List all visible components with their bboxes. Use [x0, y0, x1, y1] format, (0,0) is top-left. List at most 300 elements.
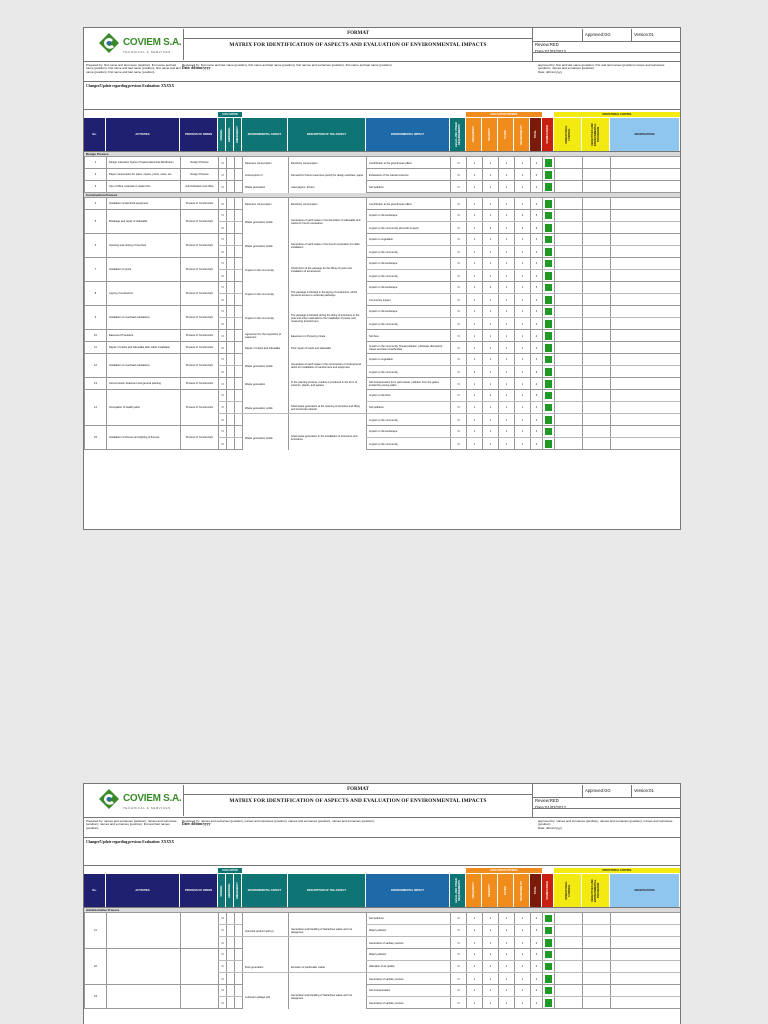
frequency-value: 1	[466, 222, 482, 234]
row-number: 23	[84, 985, 106, 1008]
frequency-value: 1	[466, 925, 482, 936]
row-process: Process of Construction	[180, 354, 218, 377]
abnormal-flag	[226, 306, 234, 317]
operational-control-cell	[554, 985, 582, 996]
normal-flag: N	[218, 925, 226, 936]
operational-control-cell	[554, 426, 582, 437]
row-aspect: Waste generation	[242, 378, 288, 390]
frequency-value: 1	[466, 414, 482, 426]
row-aspect: Resource consumption	[242, 198, 288, 210]
abnormal-flag	[226, 234, 234, 245]
row-process: Design Process	[180, 169, 218, 180]
column-header-normal: NORMAL	[218, 118, 226, 151]
impact-subrow	[218, 438, 680, 450]
significance-cell	[542, 402, 554, 413]
total-value: 5	[530, 366, 542, 378]
column-header-reversibility: REVERSIBILITY	[514, 874, 530, 907]
row-impact: Impact on the community	[366, 414, 450, 426]
frequency-value: 1	[466, 438, 482, 450]
frequency-value: 1	[466, 157, 482, 169]
impact-subrow	[218, 198, 680, 210]
operational-control-cell	[554, 997, 582, 1009]
date-value: 01/03/2012	[545, 49, 566, 55]
row-impact: Impact on the community (Visual pollution, pathways disruption). Cases and loss of authorities	[366, 342, 450, 354]
severity-value: 1	[482, 198, 498, 210]
abnormal-flag	[226, 169, 234, 181]
column-header-normal: NORMAL	[218, 874, 226, 907]
table-row	[84, 234, 680, 258]
column-header-total: TOTAL	[530, 874, 542, 907]
impact-subrow	[218, 246, 680, 258]
row-number: 2	[84, 169, 106, 180]
reversibility-value: 1	[514, 246, 530, 258]
scope-value: 1	[498, 973, 514, 985]
column-header-activities: ACTIVITIES	[106, 874, 180, 907]
normal-flag: N	[218, 222, 226, 234]
sheet-header	[84, 28, 680, 62]
normal-flag: N	[218, 402, 226, 413]
severity-value: 1	[482, 270, 498, 282]
frequency-value: 1	[466, 169, 482, 181]
emergency-flag	[234, 157, 242, 169]
impact-subrow	[218, 294, 680, 306]
row-impact: Impact on the community	[366, 246, 450, 258]
impact-subrow	[218, 318, 680, 330]
significance-marker	[545, 308, 552, 315]
operational-control-cell	[554, 402, 582, 413]
observations-cell	[610, 366, 680, 378]
row-description: Generation and handling of hazardous waste and not dangerous	[288, 913, 366, 949]
observations-cell	[610, 157, 680, 169]
column-header-emergency: EMERGENCY	[234, 118, 242, 151]
reversibility-value: 2	[514, 222, 530, 234]
row-description: Poor repair of roads and sidewalks	[288, 342, 366, 354]
severity-value: 1	[482, 426, 498, 437]
row-number: 4	[84, 198, 106, 209]
significance-marker	[545, 987, 552, 994]
significance-cell	[542, 937, 554, 949]
changes-note: Changes/Update regarding previous Evaluation: XXXXX	[84, 82, 680, 110]
row-process	[180, 949, 218, 984]
reversibility-value: 1	[514, 949, 530, 960]
total-value: 4	[530, 234, 542, 245]
company-logo	[88, 29, 184, 60]
observations-cell	[610, 181, 680, 193]
column-header-impact: ENVIRONMENTAL IMPACT	[366, 874, 450, 907]
column-header-description: DESCRIPTION OF THE ASPECT	[288, 874, 366, 907]
reversibility-value: 1	[514, 282, 530, 293]
significance-cell	[542, 282, 554, 293]
impact-subrow	[218, 210, 680, 225]
severity-value: 1	[482, 402, 498, 413]
significance-marker	[545, 296, 552, 304]
operational-control-cell	[554, 961, 582, 972]
severity-value: 1	[482, 306, 498, 317]
emergency-flag	[234, 198, 242, 210]
row-activity: Installation of overhead substations	[106, 306, 180, 329]
row-impact: Impact on the community	[366, 438, 450, 450]
column-header-observations: OBSERVATIONS	[610, 118, 680, 151]
legal-value: N	[450, 210, 466, 221]
version-label-2: Version:	[634, 787, 650, 793]
column-header-operational: OPERATIONAL CONTROL	[554, 118, 582, 151]
normal-flag: N	[218, 169, 226, 181]
operational-control-cell	[554, 270, 582, 282]
row-activity: Repair of tracks and sidewalks after cable installation	[106, 342, 180, 353]
row-impact: Impact on the community	[366, 270, 450, 282]
frequency-value: 1	[466, 210, 482, 221]
matrix-sheet-page-1	[83, 27, 681, 530]
reversibility-value: 1	[514, 913, 530, 924]
column-header-process: PROCESS OF ORIGIN	[180, 118, 218, 151]
severity-value: 1	[482, 318, 498, 330]
significance-marker	[545, 159, 552, 167]
observations-cell	[610, 937, 680, 949]
total-value: 4	[530, 169, 542, 181]
frequency-value: 1	[466, 330, 482, 342]
reversibility-value: 1	[514, 354, 530, 365]
column-header-legal: LEGAL AND OTHER REQUIREMENTS	[450, 118, 466, 151]
column-group-control-group: OPERATIONAL CONTROL	[554, 112, 680, 117]
version-label: Version:	[634, 31, 650, 37]
row-impact: Contribution to the greenhouse effect	[366, 198, 450, 210]
row-aspect: consumption of	[242, 169, 288, 181]
scope-value: 1	[498, 258, 514, 269]
observations-cell	[610, 378, 680, 390]
significance-marker	[545, 915, 552, 922]
row-number: 9	[84, 306, 106, 329]
column-group-evaluation-group: EVALUATION	[218, 112, 242, 117]
significance-cell	[542, 318, 554, 330]
significance-cell	[542, 961, 554, 972]
objectives-cell	[582, 258, 610, 269]
observations-cell	[610, 294, 680, 306]
reversibility-value: 1	[514, 258, 530, 269]
abnormal-flag	[226, 438, 234, 450]
column-group-control-group: OPERATIONAL CONTROL	[554, 868, 680, 873]
significance-cell	[542, 390, 554, 401]
emergency-flag	[234, 210, 242, 221]
severity-value: 1	[482, 985, 498, 996]
column-header-objectives: OBJECTIVES AND ENVIRONMENTAL PROGRAMS	[582, 874, 610, 907]
scope-value: 1	[498, 198, 514, 210]
row-aspect: chemical product spill (s)	[242, 913, 288, 949]
row-description: The passage is blocked during the lifting of structures in the pole and other materials for the installation of power and measuring transformers	[288, 306, 366, 330]
prepared-date: Date: dd/mm/yyyy	[182, 66, 211, 71]
matrix-sheet-page-2	[83, 783, 681, 1024]
normal-flag: N	[218, 366, 226, 378]
significance-cell	[542, 913, 554, 924]
severity-value: 1	[482, 258, 498, 269]
significance-cell	[542, 258, 554, 269]
total-value: 4	[530, 913, 542, 924]
objectives-cell	[582, 390, 610, 401]
scope-value: 1	[498, 306, 514, 317]
column-header-2	[84, 866, 680, 908]
legal-value: N	[450, 181, 466, 193]
objectives-cell	[582, 282, 610, 293]
format-label: FORMAT	[347, 31, 369, 36]
frequency-value: 1	[466, 985, 482, 996]
objectives-cell	[582, 318, 610, 330]
emergency-flag	[234, 937, 242, 949]
reversibility-value: 1	[514, 342, 530, 354]
row-process: Process of Construction	[180, 342, 218, 353]
significance-cell	[542, 198, 554, 210]
row-aspect: Waste generation solids	[242, 390, 288, 426]
operational-control-cell	[554, 258, 582, 269]
frequency-value: 1	[466, 390, 482, 401]
abnormal-flag	[226, 925, 234, 936]
scope-value: 1	[498, 222, 514, 234]
frequency-value: 1	[466, 234, 482, 245]
objectives-cell	[582, 181, 610, 193]
abnormal-flag	[226, 210, 234, 221]
reversibility-value: 1	[514, 330, 530, 342]
significance-marker	[545, 356, 552, 363]
date-value-2: 01/03/2012	[545, 805, 566, 811]
column-header-objectives: OBJECTIVES AND ENVIRONMENTAL PROGRAMS	[582, 118, 610, 151]
objectives-cell	[582, 354, 610, 365]
date-label-2: Date:	[535, 805, 546, 811]
row-impact: Impact on vegetation	[366, 354, 450, 365]
observations-cell	[610, 270, 680, 282]
reversibility-value: 1	[514, 985, 530, 996]
significance-marker	[545, 392, 552, 399]
emergency-flag	[234, 282, 242, 293]
abnormal-flag	[226, 354, 234, 365]
column-header-significance: SIGNIFICANCE	[542, 874, 554, 907]
significance-cell	[542, 438, 554, 450]
total-value: 4	[530, 198, 542, 210]
column-header-abnormal: ABNORMAL	[226, 874, 234, 907]
frequency-value: 1	[466, 258, 482, 269]
operational-control-cell	[554, 973, 582, 985]
row-description: Electricity consumption	[288, 198, 366, 210]
row-impact: Impact on the community (Acoustic impact)	[366, 222, 450, 234]
normal-flag: N	[218, 157, 226, 169]
row-impact: Alteration of air quality	[366, 961, 450, 972]
severity-value: 2	[482, 222, 498, 234]
operational-control-cell	[554, 330, 582, 342]
row-process: Process of Construction	[180, 282, 218, 305]
abnormal-flag	[226, 949, 234, 960]
abnormal-flag	[226, 270, 234, 282]
review-value: RED	[549, 42, 559, 48]
legal-value: N	[450, 270, 466, 282]
legal-value: N	[450, 222, 466, 234]
prepared-by: Prepared by: first name and last name (position), first name and last name (position), first name and last name (position), first name and last name (position), first name and last name (position).	[86, 63, 181, 74]
abnormal-flag	[226, 246, 234, 258]
total-value: 5	[530, 210, 542, 221]
abnormal-flag	[226, 318, 234, 330]
frequency-value: 1	[466, 402, 482, 413]
normal-flag: N	[218, 354, 226, 365]
significance-marker	[545, 320, 552, 328]
column-header-emergency: EMERGENCY	[234, 874, 242, 907]
column-header-significance: SIGNIFICANCE	[542, 118, 554, 151]
scope-value: 1	[498, 949, 514, 960]
row-number: 21	[84, 913, 106, 948]
significance-cell	[542, 222, 554, 234]
row-impact: Impact on the landscape	[366, 306, 450, 317]
legal-value: N	[450, 198, 466, 210]
frequency-value: 1	[466, 973, 482, 985]
abnormal-flag	[226, 198, 234, 210]
observations-cell	[610, 210, 680, 221]
scope-value: 1	[498, 414, 514, 426]
prepared-by-2: Prepared by: names and surnames (position); names and surnames (position); names and surnames (position), first and last names (position).	[86, 819, 177, 830]
row-activity: Installation of posts	[106, 258, 180, 281]
column-header-abnormal: ABNORMAL	[226, 118, 234, 151]
frequency-value: 1	[466, 961, 482, 972]
row-activity	[106, 913, 180, 948]
normal-flag: N	[218, 949, 226, 960]
row-description: Solid waste generation at the opening of trenches and lifting and structural material	[288, 390, 366, 426]
significance-marker	[545, 416, 552, 424]
row-impact: Soil contamination	[366, 985, 450, 996]
severity-value: 1	[482, 913, 498, 924]
row-impact: Impact on the landscape	[366, 282, 450, 293]
operational-control-cell	[554, 210, 582, 221]
review-label: Review:	[535, 42, 550, 48]
observations-cell	[610, 414, 680, 426]
row-activity: Breakage and repair of sidewalks	[106, 210, 180, 233]
frequency-value: 1	[466, 354, 482, 365]
scope-value: 1	[498, 169, 514, 181]
legal-value: N	[450, 330, 466, 342]
significance-cell	[542, 925, 554, 936]
significance-marker	[545, 344, 552, 352]
emergency-flag	[234, 222, 242, 234]
row-impact: Impact on the community	[366, 318, 450, 330]
legal-value: N	[450, 925, 466, 936]
significance-marker	[545, 212, 552, 219]
severity-value: 1	[482, 246, 498, 258]
significance-marker	[545, 975, 552, 983]
normal-flag: N	[218, 181, 226, 193]
row-activity: Occupation of health paths	[106, 390, 180, 425]
frequency-value: 1	[466, 306, 482, 317]
document-title: MATRIX FOR IDENTIFICATION OF ASPECTS AND EVALUATION OF ENVIRONMENTAL IMPACTS	[229, 42, 487, 48]
severity-value: 1	[482, 234, 498, 245]
reversibility-value: 1	[514, 169, 530, 181]
normal-flag: N	[218, 306, 226, 317]
significance-marker	[545, 236, 552, 243]
abnormal-flag	[226, 181, 234, 193]
legal-value: N	[450, 973, 466, 985]
severity-value: 1	[482, 210, 498, 221]
column-header-observations: OBSERVATIONS	[610, 874, 680, 907]
section-label: Design Process	[84, 152, 680, 157]
total-value: 4	[530, 961, 542, 972]
table-row	[84, 157, 680, 169]
row-impact: Impact on the landscape	[366, 258, 450, 269]
scope-value: 1	[498, 354, 514, 365]
severity-value: 2	[482, 390, 498, 401]
approved-label: Approved:	[585, 31, 605, 37]
row-number: 14	[84, 390, 106, 425]
observations-cell	[610, 973, 680, 985]
legal-value: N	[450, 949, 466, 960]
approved-label-2: Approved:	[585, 787, 605, 793]
reversibility-value: 1	[514, 234, 530, 245]
row-activity	[106, 985, 180, 1008]
severity-value: 1	[482, 378, 498, 390]
row-activity: Use of office materials in waste bins	[106, 181, 180, 192]
reversibility-value: 1	[514, 198, 530, 210]
scope-value: 1	[498, 210, 514, 221]
significance-cell	[542, 342, 554, 354]
row-aspect: Waste generation solids	[242, 354, 288, 378]
logo-mark-icon	[98, 32, 120, 54]
row-process: Process of Construction	[180, 378, 218, 389]
impact-subrow	[218, 282, 680, 297]
reversibility-value: 1	[514, 181, 530, 193]
observations-cell	[610, 961, 680, 972]
table-row	[84, 378, 680, 390]
operational-control-cell	[554, 913, 582, 924]
significance-marker	[545, 440, 552, 448]
significance-cell	[542, 330, 554, 342]
impact-subrow	[218, 157, 680, 169]
significance-marker	[545, 284, 552, 291]
table-row	[84, 426, 680, 450]
observations-cell	[610, 913, 680, 924]
operational-control-cell	[554, 282, 582, 293]
column-header-no: No.	[84, 118, 106, 151]
significance-cell	[542, 157, 554, 169]
normal-flag: N	[218, 985, 226, 996]
legal-value: N	[450, 985, 466, 996]
significance-cell	[542, 210, 554, 221]
normal-flag: N	[218, 270, 226, 282]
severity-value: 2	[482, 282, 498, 293]
logo-mark-icon	[98, 788, 120, 810]
frequency-value: 1	[466, 181, 482, 193]
column-header-scope: SCOPE	[498, 118, 514, 151]
document-meta	[532, 28, 680, 62]
company-tagline: TECHNICAL & SERVICES	[123, 50, 171, 54]
impact-subrow	[218, 937, 680, 949]
row-impact: Generation of sanitary sectors	[366, 937, 450, 949]
column-header-reversibility: REVERSIBILITY	[514, 118, 530, 151]
significance-marker	[545, 927, 552, 934]
significance-marker	[545, 248, 552, 256]
legal-value: N	[450, 426, 466, 437]
row-activity	[106, 949, 180, 984]
table-row	[84, 198, 680, 210]
severity-value: 1	[482, 181, 498, 193]
objectives-cell	[582, 913, 610, 924]
frequency-value: 1	[466, 342, 482, 354]
row-description: Generation of earth waste in the demolition of sidewalks and tracks for trench excavation	[288, 210, 366, 234]
legal-value: N	[450, 390, 466, 401]
operational-control-cell	[554, 378, 582, 390]
operational-control-cell	[554, 234, 582, 245]
operational-control-cell	[554, 937, 582, 949]
row-aspect: Waste generation	[242, 181, 288, 193]
table-row	[84, 390, 680, 426]
frequency-value: 1	[466, 378, 482, 390]
row-aspect: Waste generation solids	[242, 210, 288, 234]
approved-date: Date: dd/mm/yyyy	[538, 69, 563, 74]
column-header-frequency: FREQUENCY	[466, 874, 482, 907]
abnormal-flag	[226, 157, 234, 169]
table-row	[84, 210, 680, 234]
row-number: 7	[84, 258, 106, 281]
reversibility-value: 1	[514, 294, 530, 306]
